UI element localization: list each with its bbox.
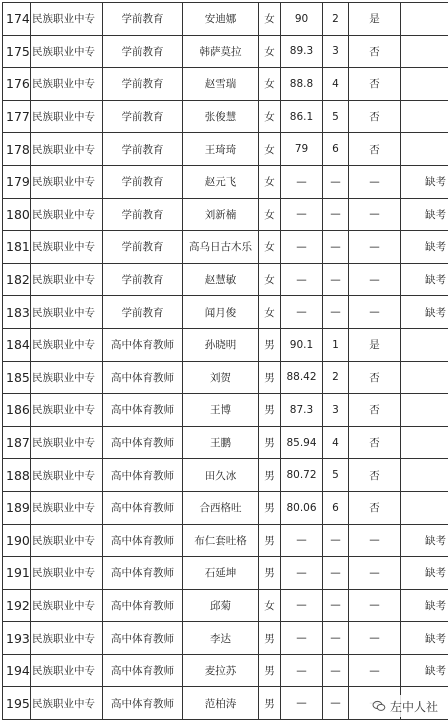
rank-cell: 4 <box>323 426 349 459</box>
pass-cell: 否 <box>349 133 401 166</box>
gender-cell: 男 <box>259 328 281 361</box>
gender-cell: 男 <box>259 557 281 590</box>
table-row <box>3 296 448 329</box>
score-cell: 90 <box>281 3 323 36</box>
row-number: 193 <box>3 622 31 655</box>
note-cell: 缺考 <box>401 622 448 655</box>
name-cell: 高乌日古木乐 <box>183 231 259 264</box>
pass-cell: — <box>349 654 401 687</box>
row-number: 176 <box>3 68 31 101</box>
major-cell: 学前教育 <box>103 100 183 133</box>
major-cell: 学前教育 <box>103 133 183 166</box>
rank-cell: 3 <box>323 35 349 68</box>
rank-cell: — <box>323 557 349 590</box>
rank-cell: — <box>323 165 349 198</box>
pass-cell: — <box>349 557 401 590</box>
table-row <box>3 35 448 68</box>
pass-cell: 否 <box>349 394 401 427</box>
name-cell: 刘贺 <box>183 361 259 394</box>
row-number: 194 <box>3 654 31 687</box>
name-cell: 刘新楠 <box>183 198 259 231</box>
school-cell: 民族职业中专 <box>31 296 103 329</box>
school-cell: 民族职业中专 <box>31 524 103 557</box>
name-cell: 赵元飞 <box>183 165 259 198</box>
major-cell: 高中体育教师 <box>103 557 183 590</box>
gender-cell: 女 <box>259 35 281 68</box>
score-cell: 80.06 <box>281 491 323 524</box>
table-row <box>3 68 448 101</box>
table-row <box>3 198 448 231</box>
row-number: 188 <box>3 459 31 492</box>
table-row <box>3 328 448 361</box>
school-cell: 民族职业中专 <box>31 394 103 427</box>
rank-cell: 5 <box>323 459 349 492</box>
name-cell: 孙晓明 <box>183 328 259 361</box>
note-cell <box>401 328 448 361</box>
table-row <box>3 100 448 133</box>
major-cell: 高中体育教师 <box>103 459 183 492</box>
table-row <box>3 589 448 622</box>
major-cell: 学前教育 <box>103 198 183 231</box>
name-cell: 赵慧敏 <box>183 263 259 296</box>
gender-cell: 女 <box>259 100 281 133</box>
rank-cell: — <box>323 524 349 557</box>
score-cell: 90.1 <box>281 328 323 361</box>
row-number: 184 <box>3 328 31 361</box>
score-cell: — <box>281 198 323 231</box>
score-cell: — <box>281 654 323 687</box>
gender-cell: 女 <box>259 296 281 329</box>
rank-cell: — <box>323 589 349 622</box>
school-cell: 民族职业中专 <box>31 100 103 133</box>
rank-cell: 5 <box>323 100 349 133</box>
school-cell: 民族职业中专 <box>31 622 103 655</box>
school-cell: 民族职业中专 <box>31 198 103 231</box>
table-row <box>3 654 448 687</box>
table-row <box>3 426 448 459</box>
school-cell: 民族职业中专 <box>31 654 103 687</box>
rank-cell: — <box>323 654 349 687</box>
table-row <box>3 622 448 655</box>
major-cell: 高中体育教师 <box>103 524 183 557</box>
watermark <box>368 695 442 717</box>
major-cell: 高中体育教师 <box>103 687 183 720</box>
score-cell: 85.94 <box>281 426 323 459</box>
score-cell: — <box>281 687 323 720</box>
table-row <box>3 231 448 264</box>
rank-cell: 6 <box>323 491 349 524</box>
note-cell <box>401 491 448 524</box>
score-cell: 89.3 <box>281 35 323 68</box>
name-cell: 王琦琦 <box>183 133 259 166</box>
name-cell: 赵雪瑞 <box>183 68 259 101</box>
table-row <box>3 361 448 394</box>
rank-cell: — <box>323 198 349 231</box>
score-cell: — <box>281 165 323 198</box>
gender-cell: 男 <box>259 524 281 557</box>
rank-cell: — <box>323 622 349 655</box>
school-cell: 民族职业中专 <box>31 687 103 720</box>
row-number: 187 <box>3 426 31 459</box>
table-row <box>3 459 448 492</box>
rank-cell: — <box>323 231 349 264</box>
note-cell: 缺考 <box>401 231 448 264</box>
school-cell: 民族职业中专 <box>31 459 103 492</box>
pass-cell: 否 <box>349 35 401 68</box>
school-cell: 民族职业中专 <box>31 133 103 166</box>
pass-cell: — <box>349 165 401 198</box>
table-row <box>3 394 448 427</box>
note-cell: 缺考 <box>401 263 448 296</box>
name-cell: 邱菊 <box>183 589 259 622</box>
row-number: 178 <box>3 133 31 166</box>
row-number: 189 <box>3 491 31 524</box>
gender-cell: 男 <box>259 622 281 655</box>
name-cell: 王博 <box>183 394 259 427</box>
gender-cell: 女 <box>259 3 281 36</box>
gender-cell: 女 <box>259 231 281 264</box>
gender-cell: 男 <box>259 426 281 459</box>
note-cell <box>401 361 448 394</box>
major-cell: 学前教育 <box>103 296 183 329</box>
rank-cell: 2 <box>323 3 349 36</box>
name-cell: 田久冰 <box>183 459 259 492</box>
score-cell: — <box>281 557 323 590</box>
pass-cell: — <box>349 296 401 329</box>
major-cell: 高中体育教师 <box>103 654 183 687</box>
gender-cell: 男 <box>259 394 281 427</box>
name-cell: 布仁套吐格 <box>183 524 259 557</box>
score-cell: 87.3 <box>281 394 323 427</box>
row-number: 181 <box>3 231 31 264</box>
school-cell: 民族职业中专 <box>31 491 103 524</box>
major-cell: 高中体育教师 <box>103 589 183 622</box>
score-cell: — <box>281 263 323 296</box>
gender-cell: 女 <box>259 68 281 101</box>
school-cell: 民族职业中专 <box>31 361 103 394</box>
row-number: 186 <box>3 394 31 427</box>
gender-cell: 女 <box>259 589 281 622</box>
table-row <box>3 557 448 590</box>
name-cell: 合西格吐 <box>183 491 259 524</box>
major-cell: 高中体育教师 <box>103 491 183 524</box>
rank-cell: 6 <box>323 133 349 166</box>
score-cell: — <box>281 231 323 264</box>
gender-cell: 女 <box>259 165 281 198</box>
name-cell: 王鹏 <box>183 426 259 459</box>
major-cell: 高中体育教师 <box>103 426 183 459</box>
score-cell: 79 <box>281 133 323 166</box>
score-cell: — <box>281 524 323 557</box>
note-cell: 缺考 <box>401 198 448 231</box>
note-cell <box>401 133 448 166</box>
name-cell: 李达 <box>183 622 259 655</box>
score-cell: 80.72 <box>281 459 323 492</box>
school-cell: 民族职业中专 <box>31 426 103 459</box>
major-cell: 高中体育教师 <box>103 394 183 427</box>
major-cell: 高中体育教师 <box>103 361 183 394</box>
row-number: 180 <box>3 198 31 231</box>
watermark-text: 左中人社 <box>389 699 438 714</box>
school-cell: 民族职业中专 <box>31 231 103 264</box>
rank-cell: 4 <box>323 68 349 101</box>
note-cell <box>401 100 448 133</box>
school-cell: 民族职业中专 <box>31 35 103 68</box>
row-number: 190 <box>3 524 31 557</box>
gender-cell: 男 <box>259 459 281 492</box>
pass-cell: 是 <box>349 3 401 36</box>
school-cell: 民族职业中专 <box>31 557 103 590</box>
pass-cell: 是 <box>349 328 401 361</box>
note-cell: 缺考 <box>401 654 448 687</box>
gender-cell: 男 <box>259 687 281 720</box>
school-cell: 民族职业中专 <box>31 589 103 622</box>
row-number: 191 <box>3 557 31 590</box>
note-cell <box>401 459 448 492</box>
table-row <box>3 524 448 557</box>
rank-cell: — <box>323 263 349 296</box>
rank-cell: 1 <box>323 328 349 361</box>
rank-cell: — <box>323 296 349 329</box>
gender-cell: 男 <box>259 361 281 394</box>
major-cell: 学前教育 <box>103 68 183 101</box>
pass-cell: — <box>349 524 401 557</box>
rank-cell: 3 <box>323 394 349 427</box>
gender-cell: 女 <box>259 133 281 166</box>
name-cell: 韩萨莫拉 <box>183 35 259 68</box>
school-cell: 民族职业中专 <box>31 328 103 361</box>
name-cell: 闻月俊 <box>183 296 259 329</box>
score-cell: 88.42 <box>281 361 323 394</box>
note-cell <box>401 426 448 459</box>
pass-cell: — <box>349 198 401 231</box>
school-cell: 民族职业中专 <box>31 165 103 198</box>
wechat-icon <box>372 699 386 713</box>
row-number: 175 <box>3 35 31 68</box>
table-row <box>3 491 448 524</box>
note-cell: 缺考 <box>401 589 448 622</box>
row-number: 182 <box>3 263 31 296</box>
gender-cell: 女 <box>259 198 281 231</box>
major-cell: 高中体育教师 <box>103 622 183 655</box>
name-cell: 张俊慧 <box>183 100 259 133</box>
note-cell <box>401 394 448 427</box>
row-number: 195 <box>3 687 31 720</box>
row-number: 185 <box>3 361 31 394</box>
score-cell: — <box>281 622 323 655</box>
major-cell: 高中体育教师 <box>103 328 183 361</box>
table-row <box>3 133 448 166</box>
rank-cell: 2 <box>323 361 349 394</box>
row-number: 192 <box>3 589 31 622</box>
score-cell: — <box>281 296 323 329</box>
major-cell: 学前教育 <box>103 35 183 68</box>
major-cell: 学前教育 <box>103 263 183 296</box>
pass-cell: — <box>349 263 401 296</box>
pass-cell: — <box>349 589 401 622</box>
gender-cell: 女 <box>259 263 281 296</box>
pass-cell: 否 <box>349 426 401 459</box>
pass-cell: 否 <box>349 100 401 133</box>
pass-cell: 否 <box>349 459 401 492</box>
school-cell: 民族职业中专 <box>31 3 103 36</box>
school-cell: 民族职业中专 <box>31 263 103 296</box>
note-cell <box>401 35 448 68</box>
results-table <box>2 2 448 720</box>
name-cell: 安迪娜 <box>183 3 259 36</box>
pass-cell: 否 <box>349 491 401 524</box>
major-cell: 学前教育 <box>103 231 183 264</box>
note-cell: 缺考 <box>401 296 448 329</box>
row-number: 179 <box>3 165 31 198</box>
pass-cell: 否 <box>349 68 401 101</box>
gender-cell: 男 <box>259 491 281 524</box>
name-cell: 范柏涛 <box>183 687 259 720</box>
school-cell: 民族职业中专 <box>31 68 103 101</box>
score-cell: 88.8 <box>281 68 323 101</box>
table-row <box>3 3 448 36</box>
score-cell: — <box>281 589 323 622</box>
row-number: 183 <box>3 296 31 329</box>
pass-cell: 否 <box>349 361 401 394</box>
table-row <box>3 165 448 198</box>
major-cell: 学前教育 <box>103 3 183 36</box>
gender-cell: 男 <box>259 654 281 687</box>
note-cell: 缺考 <box>401 524 448 557</box>
note-cell <box>401 68 448 101</box>
name-cell: 麦拉苏 <box>183 654 259 687</box>
table-body <box>3 3 448 720</box>
note-cell: 缺考 <box>401 165 448 198</box>
score-cell: 86.1 <box>281 100 323 133</box>
table-row <box>3 263 448 296</box>
row-number: 174 <box>3 3 31 36</box>
note-cell <box>401 3 448 36</box>
note-cell: 缺考 <box>401 557 448 590</box>
major-cell: 学前教育 <box>103 165 183 198</box>
rank-cell: — <box>323 687 349 720</box>
row-number: 177 <box>3 100 31 133</box>
pass-cell: — <box>349 231 401 264</box>
pass-cell: — <box>349 622 401 655</box>
name-cell: 石延坤 <box>183 557 259 590</box>
